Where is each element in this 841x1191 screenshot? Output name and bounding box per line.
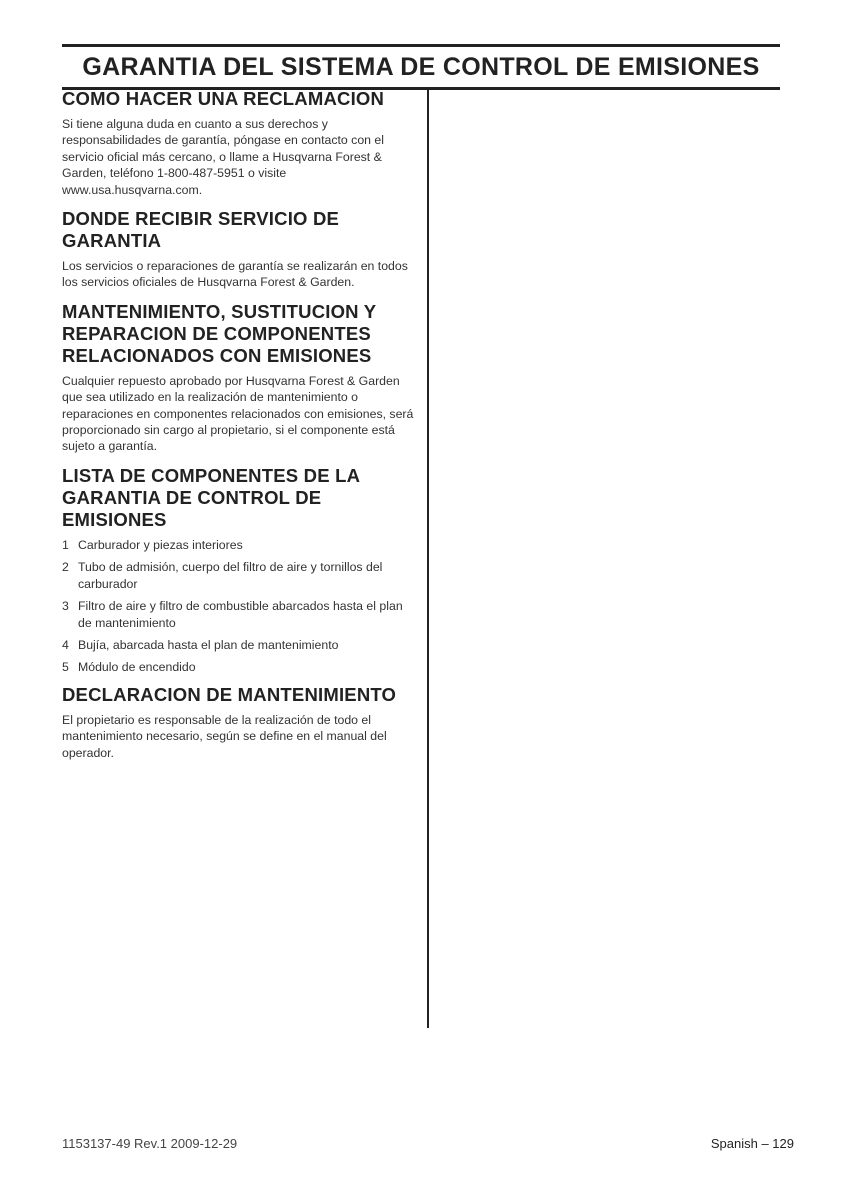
- column-divider: [427, 90, 429, 1028]
- list-item-number: 4: [62, 637, 69, 652]
- section-heading: COMO HACER UNA RECLAMACION: [62, 88, 385, 109]
- page-title: GARANTIA DEL SISTEMA DE CONTROL DE EMISIONES: [82, 53, 760, 81]
- section-body: Si tiene alguna duda en cuanto a sus derechos y responsabilidades de garantía, póngase en contacto con el servicio oficial más cercano, o llame a Husqvarna Forest & Garden, teléfono 1-800-487-5951 o visite www.usa.husqvarna.com.: [62, 117, 385, 197]
- list-item-number: 3: [62, 599, 69, 614]
- list-item-text: Filtro de aire y filtro de combustible abarcados hasta el plan de mantenimiento: [78, 599, 403, 630]
- list-item: [62, 659, 414, 675]
- document-reference: 1153137-49 Rev.1 2009-12-29: [62, 1136, 238, 1151]
- list-item-text: Módulo de encendido: [78, 660, 196, 675]
- list-item: [62, 537, 414, 553]
- section-heading: LISTA DE COMPONENTES DE LA GARANTIA DE CONTROL DE EMISIONES: [62, 464, 360, 530]
- list-item-number: 5: [62, 660, 69, 675]
- section-donde-recibir-servicio: [62, 208, 414, 291]
- list-item: [62, 598, 414, 631]
- section-heading: MANTENIMIENTO, SUSTITUCION Y REPARACION DE COMPONENTES RELACIONADOS CON EMISIONES: [62, 300, 376, 366]
- section-como-hacer-reclamacion: [62, 88, 414, 198]
- section-heading: DECLARACION DE MANTENIMIENTO: [62, 683, 397, 705]
- section-mantenimiento-sustitucion: [62, 301, 414, 455]
- list-item-text: Carburador y piezas interiores: [78, 537, 243, 552]
- list-item: [62, 559, 414, 592]
- section-heading: DONDE RECIBIR SERVICIO DE GARANTIA: [62, 208, 340, 252]
- page-title-bar: [62, 44, 780, 90]
- list-item-number: 1: [62, 537, 69, 552]
- components-list: [62, 537, 414, 676]
- list-item: [62, 637, 414, 653]
- list-item-number: 2: [62, 560, 69, 575]
- section-body: El propietario es responsable de la realización de todo el mantenimiento necesario, según se define en el manual del operador.: [62, 712, 387, 760]
- section-body: Los servicios o reparaciones de garantía se realizarán en todos los servicios oficiales de Husqvarna Forest & Garden.: [62, 259, 408, 290]
- section-declaracion-mantenimiento: [62, 684, 414, 761]
- list-item-text: Bujía, abarcada hasta el plan de mantenimiento: [78, 637, 339, 652]
- left-column: [62, 88, 414, 771]
- page-number: Spanish – 129: [710, 1136, 794, 1151]
- section-lista-componentes: [62, 465, 414, 676]
- list-item-text: Tubo de admisión, cuerpo del filtro de aire y tornillos del carburador: [78, 560, 383, 591]
- section-body: Cualquier repuesto aprobado por Husqvarna Forest & Garden que sea utilizado en la realización de mantenimiento o reparaciones en componentes relacionados con emisiones, será proporcionado sin cargo al propietario, si el componente está sujeto a garantía.: [62, 373, 414, 454]
